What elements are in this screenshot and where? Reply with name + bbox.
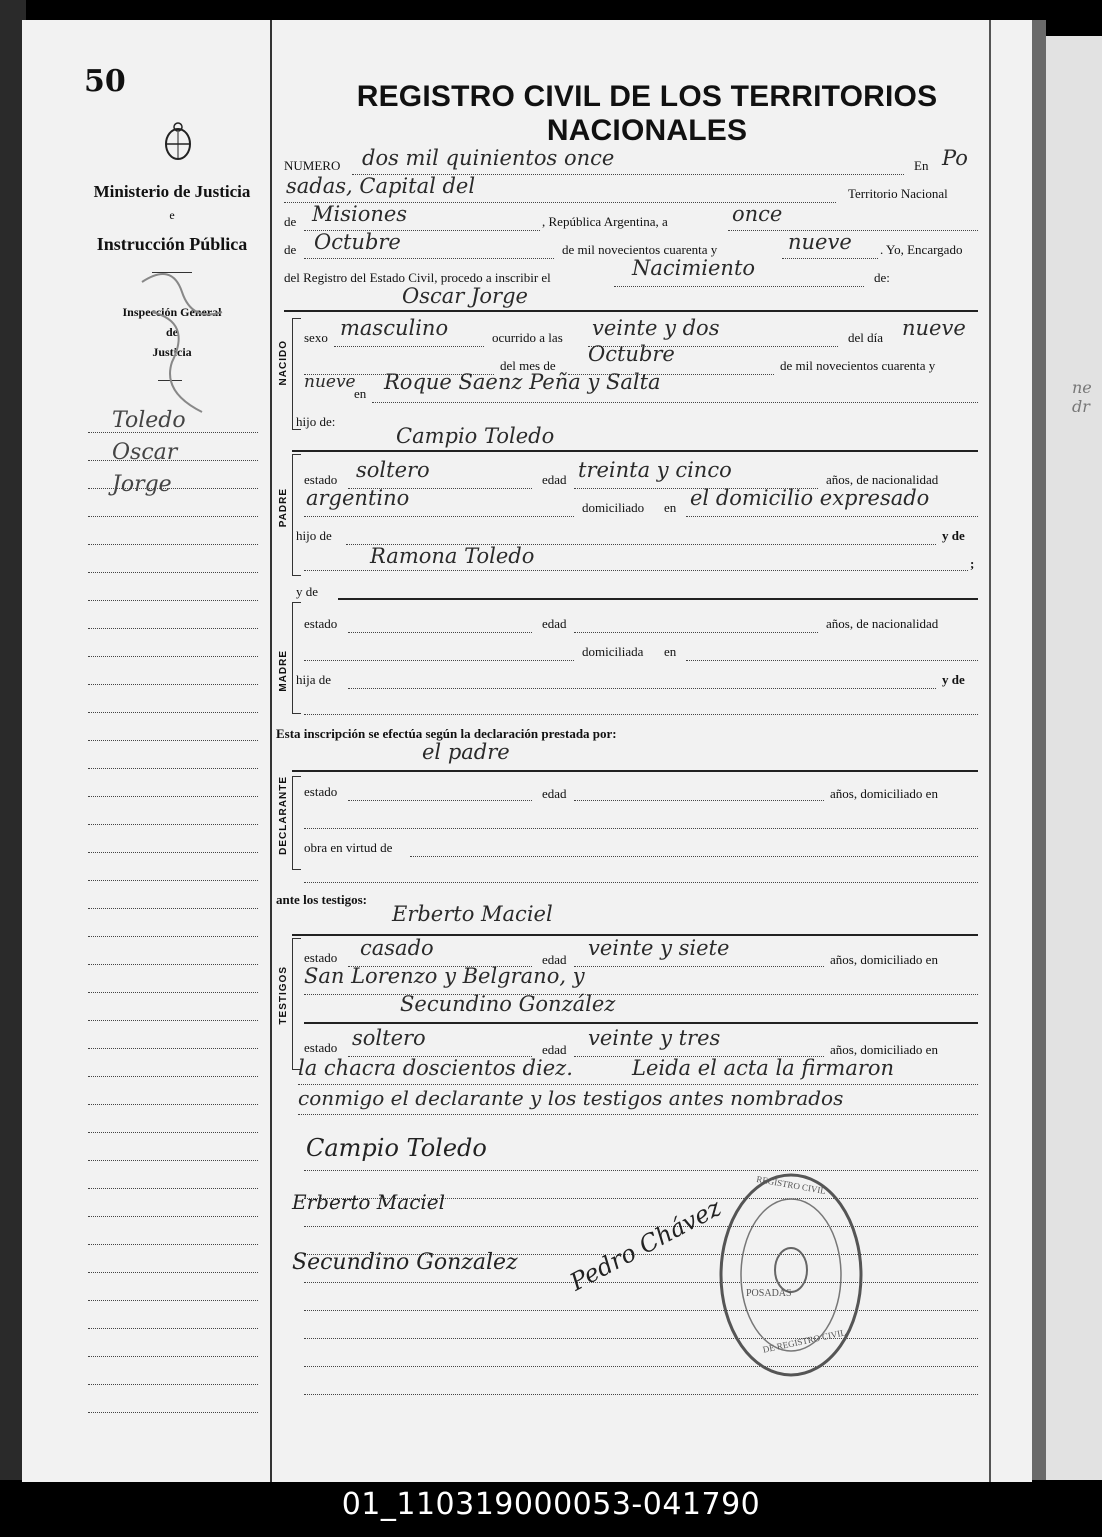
en-value: Po [942, 146, 968, 170]
madre-estado-label: estado [304, 616, 338, 631]
margin-ruled-line [88, 516, 258, 517]
father-name-rule [292, 450, 978, 452]
madre-domiciliada-label: domiciliada [582, 644, 644, 659]
child-name-rule [284, 310, 978, 312]
margin-ruled-line [88, 1104, 258, 1105]
declarante-section-label: DECLARANTE [278, 776, 289, 855]
signature-declarant: Campio Toledo [306, 1134, 487, 1162]
madre-nacionalidad-line [304, 660, 574, 661]
madre-hija-de-line [348, 688, 936, 689]
sexo-label: sexo [304, 330, 328, 345]
padre-final-line [304, 570, 968, 571]
de2-label: de [284, 242, 297, 257]
padre-section-label: PADRE [278, 488, 289, 528]
declarante-anos-label: años, domiciliado en [830, 786, 938, 801]
birthplace-value: Roque Saenz Peña y Salta [384, 370, 661, 394]
margin-annotation-middle-name: Jorge [112, 472, 172, 497]
act-value: Nacimiento [632, 256, 756, 280]
margin-ruled-line [88, 992, 258, 993]
body-ruled-line [304, 1366, 978, 1367]
margin-ruled-line [88, 936, 258, 937]
padre-nacionalidad-value: argentino [306, 486, 410, 510]
dia-label: del día [848, 330, 884, 345]
father-name-value: Campio Toledo [396, 424, 555, 448]
ministry-conjunction: e [169, 208, 175, 222]
witness1-edad-value: veinte y siete [588, 936, 730, 960]
madre-final-line [304, 714, 978, 715]
testigos-section-label: TESTIGOS [278, 966, 289, 1025]
margin-ruled-line [88, 488, 258, 489]
madre-estado-line [348, 632, 532, 633]
body-ruled-line [304, 1170, 978, 1171]
madre-domicilio-line [686, 660, 978, 661]
next-page-edge [1046, 36, 1102, 1480]
nacido-section-label: NACIDO [278, 340, 289, 386]
declarante-final-line [304, 882, 978, 883]
registro-label: del Registro del Estado Civil, procedo a inscribir el [284, 270, 551, 285]
mes-value: Octubre [588, 342, 675, 366]
margin-ruled-line [88, 544, 258, 545]
margin-ruled-line [88, 684, 258, 685]
margin-column [22, 20, 272, 1482]
closing-line-1 [298, 1084, 978, 1085]
madre-section-label: MADRE [278, 650, 289, 692]
margin-ruled-line [88, 1412, 258, 1413]
birthplace-line [372, 402, 978, 403]
body-ruled-line [304, 1394, 978, 1395]
witness1-edad-label: edad [542, 952, 567, 967]
body-ruled-line [304, 1282, 978, 1283]
witness1-name-value: Erberto Maciel [392, 902, 553, 926]
margin-ruled-line [88, 1020, 258, 1021]
inspection-line-2: de [166, 325, 178, 339]
margin-ruled-line [88, 628, 258, 629]
margin-ruled-line [88, 1048, 258, 1049]
padre-domiciliado-label: domiciliado [582, 500, 645, 515]
madre-edad-line [574, 632, 818, 633]
margin-ruled-line [88, 852, 258, 853]
father-mother-value: Ramona Toledo [370, 544, 535, 568]
madre-hija-de-label: hija de [296, 672, 332, 687]
padre-bracket [292, 454, 301, 576]
margin-ruled-line [88, 824, 258, 825]
declarante-estado-label: estado [304, 784, 338, 799]
padre-y-de-label: y de [942, 528, 965, 543]
child-name-value: Oscar Jorge [402, 284, 528, 308]
margin-ruled-line [88, 1076, 258, 1077]
margin-ruled-line [88, 1132, 258, 1133]
month-value: Octubre [314, 230, 401, 254]
madre-anos-label: años, de nacionalidad [826, 616, 939, 631]
padre-anos-label: años, de nacionalidad [826, 472, 939, 487]
margin-annotation-surname: Toledo [112, 408, 186, 433]
padre-estado-label: estado [304, 472, 338, 487]
place-continuation: sadas, Capital del [286, 174, 476, 198]
territorio-value: Misiones [312, 202, 408, 226]
witness1-estado-value: casado [360, 936, 434, 960]
margin-ruled-line [88, 1356, 258, 1357]
year-value: nueve [788, 230, 852, 254]
body-ruled-line [304, 1338, 978, 1339]
margin-ruled-line [88, 460, 258, 461]
declarante-intro-value: el padre [422, 740, 510, 764]
witness1-estado-label: estado [304, 950, 338, 965]
page-edge [1032, 20, 1046, 1480]
de-label: de [284, 214, 297, 229]
stamp-city-text: POSADAS [746, 1288, 792, 1299]
closing-text-a: Leida el acta la firmaron [632, 1056, 895, 1080]
year-label: de mil novecientos cuarenta y [562, 242, 718, 257]
margin-ruled-line [88, 1272, 258, 1273]
hijo-label: hijo de: [296, 414, 336, 429]
margin-ruled-line [88, 740, 258, 741]
nacido-year-value: nueve [304, 372, 356, 392]
declarante-edad-line [574, 800, 824, 801]
madre-y-de2-label: y de [942, 672, 965, 687]
margin-ruled-line [88, 1328, 258, 1329]
inspection-line-1: Inspección General [122, 305, 222, 319]
declarante-obra-label: obra en virtud de [304, 840, 393, 855]
territorio-label: Territorio Nacional [848, 186, 948, 201]
margin-ruled-line [88, 572, 258, 573]
right-border [989, 20, 991, 1482]
register-title: REGISTRO CIVIL DE LOS TERRITORIOS NACIONALES [356, 80, 938, 147]
margin-ruled-line [88, 1188, 258, 1189]
month-line [304, 258, 554, 259]
witness2-domicilio-value: la chacra doscientos diez. [298, 1056, 573, 1080]
margin-ruled-line [88, 712, 258, 713]
declarante-domicilio-line [304, 828, 978, 829]
padre-nacionalidad-line [304, 516, 574, 517]
document-reference: 01_110319000053-041790 [341, 1487, 761, 1522]
madre-bracket [292, 602, 301, 714]
margin-ruled-line [88, 1300, 258, 1301]
padre-edad-label: edad [542, 472, 567, 487]
republica-label: , República Argentina, a [542, 214, 668, 229]
margin-ruled-line [88, 656, 258, 657]
next-page-marks: ne dr [1072, 378, 1092, 416]
madre-edad-label: edad [542, 616, 567, 631]
padre-edad-value: treinta y cinco [578, 458, 732, 482]
national-seal-icon [162, 122, 194, 162]
margin-ruled-line [88, 432, 258, 433]
signature-witness-2: Secundino Gonzalez [292, 1250, 518, 1275]
sexo-value: masculino [340, 316, 449, 340]
witness2-anos-label: años, domiciliado en [830, 1042, 938, 1057]
hour-value: veinte y dos [592, 316, 720, 340]
act-line [614, 286, 864, 287]
nacido-en-label: en [354, 386, 367, 401]
margin-ruled-line [88, 600, 258, 601]
encargado-label: . Yo, Encargado [880, 242, 963, 257]
body-ruled-line [304, 1310, 978, 1311]
year-line [782, 258, 878, 259]
margin-scrawl [112, 252, 242, 422]
witness1-domicilio-value: San Lorenzo y Belgrano, y [304, 964, 585, 988]
mes-label: del mes de [500, 358, 556, 373]
margin-ruled-line [88, 880, 258, 881]
declarante-edad-label: edad [542, 786, 567, 801]
madre-en-label: en [664, 644, 677, 659]
signature-witness-1: Erberto Maciel [292, 1190, 446, 1214]
witness2-edad-label: edad [542, 1042, 567, 1057]
declarante-intro-label: Esta inscripción se efectúa según la declaración prestada por: [276, 726, 617, 741]
en-label: En [914, 158, 929, 173]
inspection-line-3: Justicia [152, 345, 192, 359]
folio-number: 50 [84, 64, 126, 99]
day-line [728, 230, 978, 231]
ocurrido-label: ocurrido a las [492, 330, 563, 345]
witness2-estado-label: estado [304, 1040, 338, 1055]
closing-text-b: conmigo el declarante y los testigos antes nombrados [298, 1086, 844, 1110]
day-value: once [732, 202, 783, 226]
madre-name-rule [338, 598, 978, 600]
numero-label: NUMERO [284, 158, 341, 173]
padre-hijo-de-label: hijo de [296, 528, 332, 543]
witness2-rule [304, 1022, 978, 1024]
closing-line-2 [298, 1114, 978, 1115]
madre-y-de-label: y de [296, 584, 319, 599]
declarante-estado-line [348, 800, 532, 801]
declarante-rule [292, 770, 978, 772]
ministry-line-2: Instrucción Pública [96, 234, 248, 254]
de3-label: de: [874, 270, 890, 285]
padre-domicilio-line [686, 516, 978, 517]
stamp-bottom-text: DE REGISTRO CIVIL [761, 1327, 847, 1355]
ministry-line-1: Ministerio de Justicia [93, 182, 251, 201]
margin-ruled-line [88, 1384, 258, 1385]
margin-ruled-line [88, 1244, 258, 1245]
testigos-bracket [292, 938, 301, 1070]
padre-semicolon: ; [970, 556, 975, 571]
declarante-bracket [292, 776, 301, 870]
column-divider [270, 20, 272, 1482]
witness1-edad-line [574, 966, 824, 967]
margin-ruled-line [88, 964, 258, 965]
witness1-anos-label: años, domiciliado en [830, 952, 938, 967]
witness2-estado-value: soltero [352, 1026, 426, 1050]
margin-ruled-line [88, 1160, 258, 1161]
margin-ruled-line [88, 796, 258, 797]
numero-value: dos mil quinientos once [362, 146, 615, 170]
register-page [22, 20, 1032, 1482]
dia-value: nueve [902, 316, 966, 340]
sexo-line [334, 346, 484, 347]
witness2-name-value: Secundino González [400, 992, 616, 1016]
padre-domicilio-value: el domicilio expresado [690, 486, 930, 510]
stamp-top-text: REGISTRO CIVIL [755, 1173, 827, 1197]
padre-en-label: en [664, 500, 677, 515]
body-ruled-line [304, 1226, 978, 1227]
signature-registrar: Pedro Chávez [565, 1193, 726, 1297]
witness2-edad-value: veinte y tres [588, 1026, 721, 1050]
margin-ruled-line [88, 908, 258, 909]
nacido-year-label: de mil novecientos cuarenta y [780, 358, 936, 373]
margin-ruled-line [88, 768, 258, 769]
margin-ruled-line [88, 1216, 258, 1217]
declarante-obra-line [410, 856, 978, 857]
testigos-intro-label: ante los testigos: [276, 892, 367, 907]
padre-estado-value: soltero [356, 458, 430, 482]
margin-annotation-first-name: Oscar [112, 440, 178, 465]
